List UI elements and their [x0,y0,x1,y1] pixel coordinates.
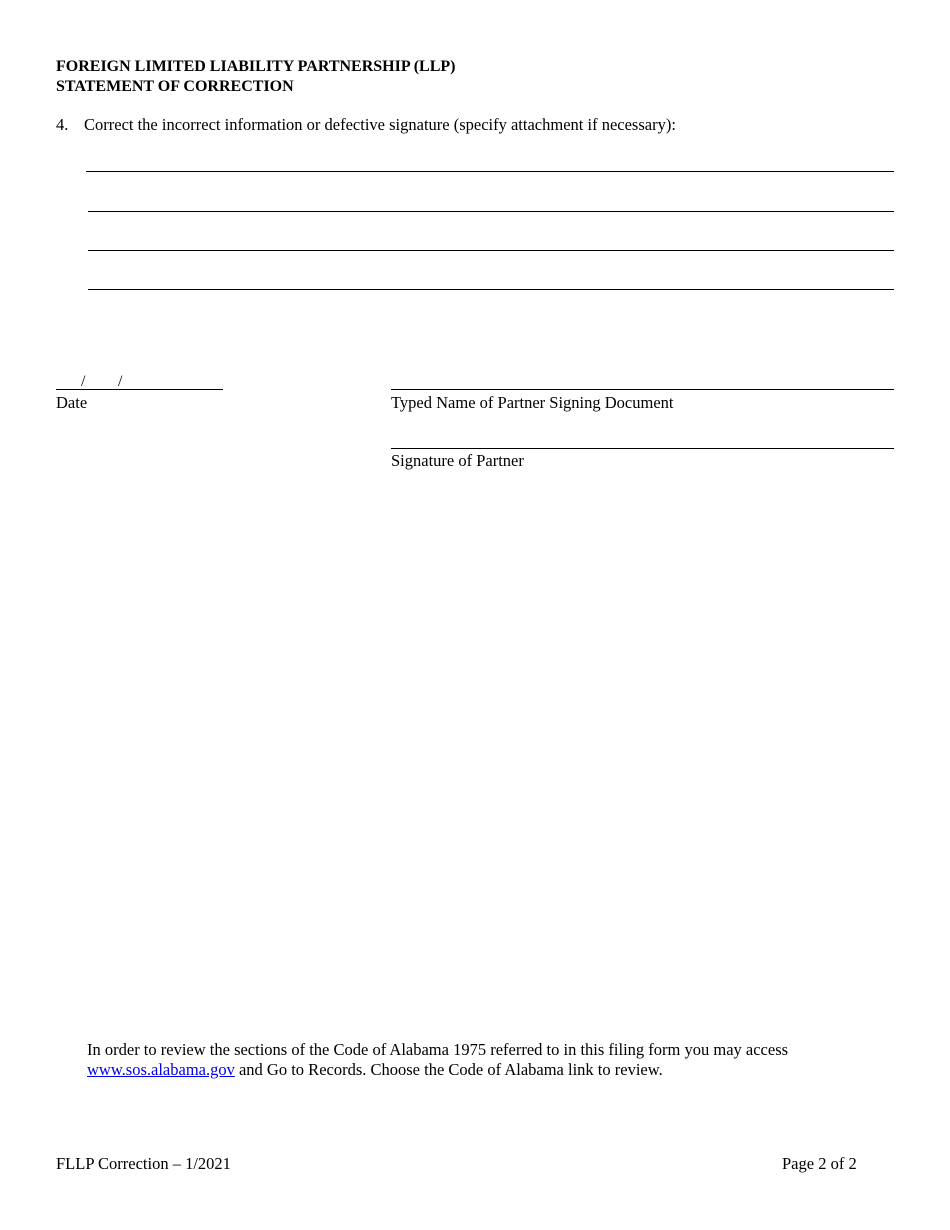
notice-line-2-text: and Go to Records. Choose the Code of Alabama link to review. [234,1060,663,1079]
correction-line-1[interactable] [86,171,894,172]
date-separator: / [81,373,86,390]
typed-name-input-line[interactable] [391,389,894,390]
correction-line-3[interactable] [88,250,894,251]
form-revision: FLLP Correction – 1/2021 [56,1154,231,1173]
item-number: 4. [56,115,69,134]
correction-line-2[interactable] [88,211,894,212]
page-number: Page 2 of 2 [782,1154,857,1173]
form-subtitle: STATEMENT OF CORRECTION [56,78,294,95]
signature-input-line[interactable] [391,448,894,449]
form-title: FOREIGN LIMITED LIABILITY PARTNERSHIP (LLP) [56,58,456,75]
sos-website-link[interactable]: www.sos.alabama.gov [87,1060,235,1079]
signature-label: Signature of Partner [391,451,524,470]
notice-line-2 [87,1060,663,1080]
correction-line-4[interactable] [88,289,894,290]
notice-line-1: In order to review the sections of the Code of Alabama 1975 referred to in this filing form you may access [87,1040,789,1059]
date-label: Date [56,393,88,412]
date-input-line[interactable] [56,389,223,390]
item-4-instruction: Correct the incorrect information or defective signature (specify attachment if necessary): [84,115,676,134]
typed-name-label: Typed Name of Partner Signing Document [391,393,674,412]
date-separator: / [118,373,123,390]
